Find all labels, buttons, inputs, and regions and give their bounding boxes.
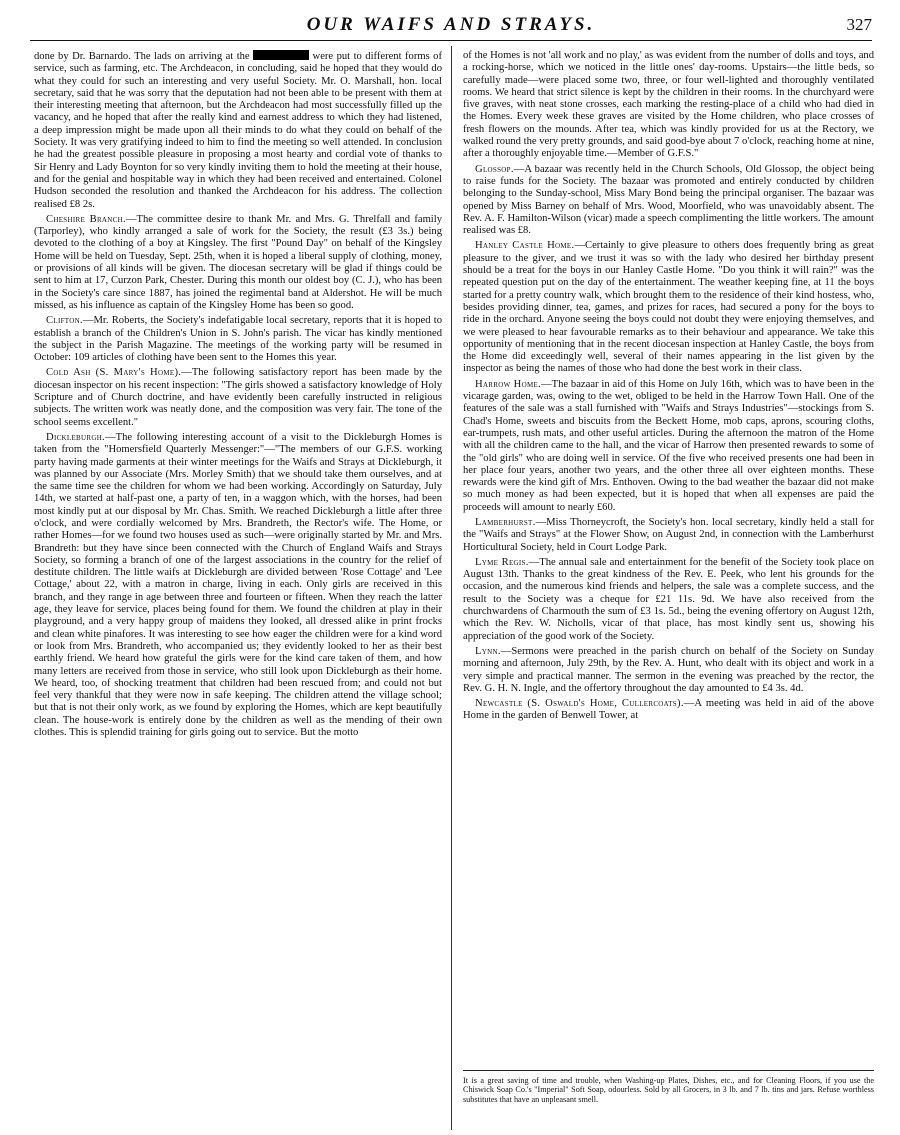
section-heading: Lynn. [475, 645, 501, 657]
section-heading: Cold Ash (S. Mary's Home). [46, 367, 182, 379]
paragraph-continuation: of the Homes is not 'all work and no play,' as was evident from the number of dolls and toys, and a rocking-horse, which we noticed in the little ones' day-rooms. Upstairs—the little beds, so carefully made—were placed some two, three, or four well-lighted and thoroughly ventilated rooms. We heard that strict silence is kept by the children in their rooms. In the churchyard were five graves, with neat stone crosses, each marking the resting-place of a child who had died in the Homes. Every week these graves are visited by the Home children, who place crosses of fresh flowers on the mounds. After tea, which was kindly provided for us at the Rectory, we walked round the very pretty grounds, and said good-bye about 7 o'clock, reaching home at nine, after a thoroughly enjoyable time.—Member of G.F.S." [463, 50, 874, 160]
paragraph-dickleburgh: Dickleburgh.—The following interesting account of a visit to the Dickleburgh Homes is taken from the "Homersfield Quarterly Messenger:"—"The members of our G.F.S. working party having made garments at their winter meetings for the Waifs and Strays at Dickleburgh, it was planned by our Associate (Mrs. Morley Smith) that we should take them ourselves, and at the same time see the children for whom we had been working. Accordingly on Saturday, July 14th, we started at half-past one, a party of ten, in a waggon which, with the horses, had been most kindly put at our disposal by Mr. Chas. Smith. We reached Dickleburgh a little after three o'clock, and were cordially welcomed by Mrs. Brandreth, the Rector's wife. The Home, or rather Homes—for we found two houses used as such—were originally started by Mr. and Mrs. Brandreth: but they have since been connected with the Church of England Waifs and Strays Society, so forming a branch of one of the largest associations in the country for the relief of destitute children. The little waifs at Dickleburgh are divided between 'Rose Cottage' and 'Lee Cottage,' about 22, with a matron in charge, living in each. Only girls are received in this branch, and they range in age between three and fourteen or fifteen. When they reach the latter age, they leave for service, places being found for them. We found the children at play in their playground, and a very happy group of maidens they looked, all dressed alike in print frocks and clean white pinafores. It was interesting to see how eager the children were for a kind word or look from Mrs. Brandreth, who accompanied us; they evidently looked to her as their best earthly friend. We heard how grateful the girls were for the kind care taken of them, and how many letters are received from those in service, who still look upon Dickleburgh as their home. We heard, too, of shocking treatment that children had been rescued from; and could not but feel very thankful that they were now in safe keeping. The children attend the village school; but that is not their only work, as we found by exploring the Homes, which are kept beautifully clean. The house-work is entirely done by the children as well as the mending of their own clothes. This is splendid training for girls going out to service. But the motto [34, 431, 442, 739]
paragraph-hanley-castle: Hanley Castle Home.—Certainly to give pleasure to others does frequently bring as great pleasure to the giver, and we trust it was so with the lady who desired her birthday present should be a treat for the boys in our Hanley Castle Home. "Do you think it will rain?" was the repeated question put on the day of the entertainment. The weather keeping fine, at 11 the boys started for a pretty country walk, which brought them to the residence of their kind hostess, who, besides providing dinner, tea, games, and prizes for races, had secured a pony for the boys to ride in the orchard. Anyone seeing the boys could not doubt they were enjoying themselves, and we were pleased to hear favourable remarks as to their behaviour and appearance. We take this opportunity of mentioning that in the recent diocesan inspection at Hanley Castle, the boys from the Home did exceedingly well, several of their names appearing in the list given by the inspector as being the names of those who had done the best work in their class. [463, 240, 874, 375]
redaction-mark [253, 50, 309, 60]
paragraph-glossop: Glossop.—A bazaar was recently held in the Church Schools, Old Glossop, the object being to raise funds for the Society. The bazaar was promoted and entirely conducted by children belonging to the Sunday-school, Miss Mary Bond being the principal organiser. The bazaar was opened by Miss Barney on behalf of Mrs. Wood, Moorfield, who was unavoidably absent. The Rev. A. F. Hamilton-Wilson (vicar) made a speech complimenting the little workers. The amount realised was £8. [463, 163, 874, 237]
section-heading: Lyme Regis. [475, 556, 529, 568]
paragraph-lynn: Lynn.—Sermons were preached in the parish church on behalf of the Society on Sunday morning and afternoon, July 29th, by the Rev. A. Hunt, who dealt with its object and work in a very simple and practical manner. The sermon in the evening was preached by the rector, the Rev. G. H. N. Ingle, and the offertory throughout the day amounted to £4 3s. 4d. [463, 645, 874, 694]
section-heading: Glossop. [475, 163, 514, 175]
section-heading: Lamberhurst. [475, 516, 536, 528]
paragraph-harrow: Harrow Home.—The bazaar in aid of this Home on July 16th, which was to have been in the vicarage garden, was, owing to the wet, obliged to be held in the Harrow Town Hall. One of the features of the sale was a stall furnished with "Waifs and Strays Industries"—stockings from S. Chad's Home, sweets and biscuits from the Beckett Home, mob caps, aprons, scouring cloths, ear-trumpets, rush mats, and other useful articles. During the afternoon the matron of the Home with all the children came to the hall, and the vicar of Harrow then presented rewards to some of the "old girls" who are doing well in service. Of the five who received presents one had been in her place four years, another two years, and the other three all over eighteen months. These rewards were the kind gift of Mrs. Enthoven. Owing to the bad weather the bazaar did not make so much money as had been expected, but it is hoped that when all expenses are paid the proceeds will amount to nearly £60. [463, 378, 874, 513]
page-header [30, 10, 872, 41]
paragraph-cheshire: Cheshire Branch.—The committee desire to thank Mr. and Mrs. G. Threlfall and family (Tarporley), who kindly arranged a sale of work for the Society, the result (£3 3s.) being devoted to the clothing of a boy at Kingsley. The first "Pound Day" on behalf of the Kingsley Home will be held on Tuesday, Sept. 25th, when it is hoped a liberal supply of clothing, money, or provisions of all kinds will be given. The diocesan secretary will be glad if things could be sent to him at 17, Curzon Park, Chester. During this month our oldest boy (C. J.), who has been in the Society's care since 1887, has joined the regimental band at Aldershot. He will be much missed, as his influence as captain of the Kingsley Home has been so good. [34, 213, 442, 311]
section-heading: Hanley Castle Home. [475, 240, 575, 252]
section-heading: Harrow Home. [475, 378, 542, 390]
section-heading: Cheshire Branch. [46, 213, 126, 225]
right-column [463, 50, 874, 1060]
section-heading: Newcastle (S. Oswald's Home, Cullercoats). [475, 698, 684, 710]
paragraph-cold-ash: Cold Ash (S. Mary's Home).—The following satisfactory report has been made by the diocesan inspector on his recent inspection: "The girls showed a satisfactory knowledge of Holy Scripture and of Church doctrine, and have evidently been carefully instructed in religious subjects. The written work was neatly done, and the composition was very fair. The tone of the school seems excellent." [34, 367, 442, 428]
left-column [34, 50, 442, 1128]
section-heading: Dickleburgh. [46, 431, 106, 443]
paragraph-lyme-regis: Lyme Regis.—The annual sale and entertainment for the benefit of the Society took place on August 13th. Thanks to the great kindness of the Rev. E. Peek, who lent his grounds for the occasion, and the numerous kind friends and helpers, the sale was a complete success, and the result to the Society was a cheque for £21 11s. 9d. We have also received from the churchwardens of Charmouth the sum of £3 1s. 5d., being the evening offertory on August 12th, which the Rev. W. Nicholls, vicar of that place, has most kindly sent us, showing his appreciation of the good work of the Society. [463, 556, 874, 642]
paragraph-newcastle: Newcastle (S. Oswald's Home, Cullercoats).—A meeting was held in aid of the above Home in the garden of Benwell Tower, at [463, 698, 874, 722]
section-heading: Clifton. [46, 315, 83, 327]
running-title: OUR WAIFS AND STRAYS. [306, 14, 596, 35]
page-number: 327 [846, 15, 872, 34]
paragraph-lamberhurst: Lamberhurst.—Miss Thorneycroft, the Society's hon. local secretary, kindly held a stall for the "Waifs and Strays" at the Flower Show, on August 2nd, in connection with the Lamberhurst Horticultural Society, held in Court Lodge Park. [463, 516, 874, 553]
paragraph-continuation: done by Dr. Barnardo. The lads on arriving at the were put to different forms of service, such as farming, etc. The Archdeacon, in concluding, said he hoped that they would do what they could for such an interesting and very useful Society. Mr. O. Marshall, hon. local secretary, said that he was sorry that the deputation had not been able to be present with them at their interesting meeting that afternoon, but the Archdeacon had most successfully filled up the vacancy, and he hoped that after the really kind and earnest address to which they had listened, a deep impression might be made upon all their minds to do what they could on behalf of the Society. It was very gratifying indeed to him to find the meeting so well attended. In conclusion he had the greatest possible pleasure in proposing a most hearty and cordial vote of thanks to Sir Henry and Lady Boynton for so very kindly inviting them to hold the meeting at their house, and for the genial and hospitable way in which they had been received and entertained. Colonel Hudson seconded the resolution and thanked the Archdeacon for his address. The collection realised £8 2s. [34, 51, 442, 210]
advertisement-footnote: It is a great saving of time and trouble, when Washing-up Plates, Dishes, etc., and for Cleaning Floors, if you use the Chiswick Soap Co.'s "Imperial" Soft Soap, odourless. Sold by all Grocers, in 3 lb. and 7 lb. tins and jars. Refuse worthless substitutes that have an unpleasant smell. [463, 1070, 874, 1104]
column-divider [451, 46, 452, 1130]
paragraph-clifton: Clifton.—Mr. Roberts, the Society's indefatigable local secretary, reports that it is hoped to establish a branch of the Children's Union in S. John's parish. The vicar has kindly mentioned the subject in the Parish Magazine. The meetings of the working party will be resumed in October: 109 articles of clothing have been sent to the Homes this year. [34, 315, 442, 364]
